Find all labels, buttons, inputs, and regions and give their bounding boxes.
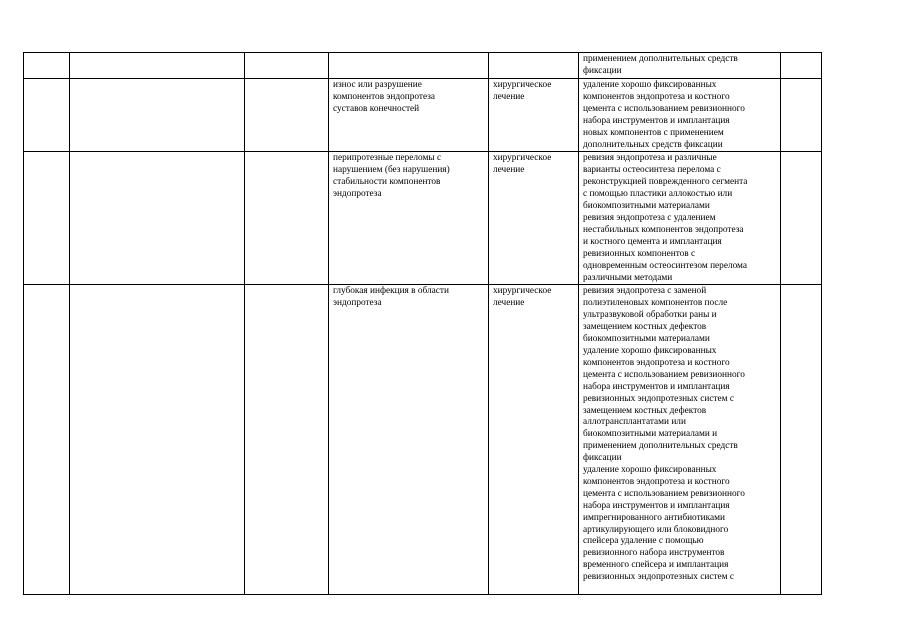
code-cell: [245, 79, 329, 152]
profile-cell: [70, 285, 245, 595]
treatment-type-cell: хирургическое лечение: [489, 285, 579, 595]
profile-cell: [70, 53, 245, 79]
treatment-type-cell: хирургическое лечение: [489, 152, 579, 285]
table-row: [24, 285, 822, 595]
table-row: [24, 53, 822, 79]
condition-cell: глубокая инфекция в области эндопротеза: [329, 285, 489, 595]
cost-cell: [781, 53, 822, 79]
profile-cell: [70, 152, 245, 285]
condition-cell: перипротезные переломы с нарушением (без нарушения) стабильности компонентов эндопротеза: [329, 152, 489, 285]
profile-cell: [70, 79, 245, 152]
treatment-table: [23, 52, 822, 595]
cost-cell: [781, 79, 822, 152]
condition-cell: [329, 53, 489, 79]
method-cell: применением дополнительных средств фиксации: [579, 53, 781, 79]
number-cell: [24, 79, 70, 152]
treatment-type-cell: хирургическое лечение: [489, 79, 579, 152]
method-cell: удаление хорошо фиксированных компонентов эндопротеза и костного цемента с использованием ревизионного набора инструментов и имплантация новых компонентов с применением дополнительных средств фиксации: [579, 79, 781, 152]
code-cell: [245, 285, 329, 595]
number-cell: [24, 53, 70, 79]
cost-cell: [781, 152, 822, 285]
method-cell: ревизия эндопротеза и различные варианты остеосинтеза перелома с реконструкцией поврежденного сегмента с помощью пластики аллокостью или биокомпозитными материалами ревизия эндопротеза с удалением нестабильных компонентов эндопротеза и костного цемента и имплантация ревизионных компонентов с одновременным остеосинтезом перелома различными методами: [579, 152, 781, 285]
code-cell: [245, 53, 329, 79]
code-cell: [245, 152, 329, 285]
table-row: [24, 152, 822, 285]
treatment-type-cell: [489, 53, 579, 79]
table-row: [24, 79, 822, 152]
condition-cell: износ или разрушение компонентов эндопротеза суставов конечностей: [329, 79, 489, 152]
method-cell: ревизия эндопротеза с заменой полиэтиленовых компонентов после ультразвуковой обработки раны и замещением костных дефектов биокомпозитными материалами удаление хорошо фиксированных компонентов эндопротеза и костного цемента с использованием ревизионного набора инструментов и имплантация ревизионных эндопротезных систем с замещением костных дефектов аллотрансплантатами или биокомпозитными материалами и применением дополнительных средств фиксации удаление хорошо фиксированных компонентов эндопротеза и костного цемента с использованием ревизионного набора инструментов и имплантация импрегнированного антибиотиками артикулирующего или блоковидного спейсера удаление с помощью ревизионного набора инструментов временного спейсера и имплантация ревизионных эндопротезных систем с: [579, 285, 781, 595]
number-cell: [24, 152, 70, 285]
number-cell: [24, 285, 70, 595]
cost-cell: [781, 285, 822, 595]
